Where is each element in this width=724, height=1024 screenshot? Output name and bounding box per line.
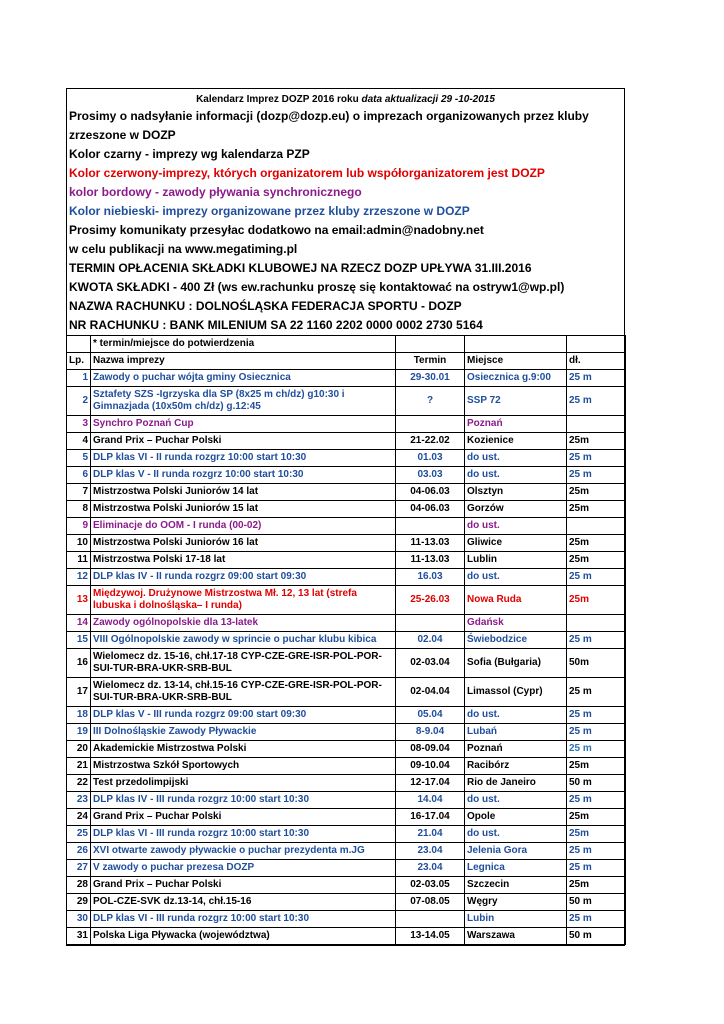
event-date: 07-08.05 (396, 894, 465, 911)
event-date: 11-13.03 (396, 552, 465, 569)
event-name: DLP klas IV - III runda rozgrz 10:00 start 10:30 (91, 792, 396, 809)
event-place: Limassol (Cypr) (465, 678, 567, 707)
row-number: 28 (67, 877, 91, 894)
row-number: 17 (67, 678, 91, 707)
event-place: do ust. (465, 518, 567, 535)
table-row (67, 387, 626, 416)
event-date: 02-04.04 (396, 678, 465, 707)
event-date: 21-22.02 (396, 433, 465, 450)
note-cell: * termin/miejsce do potwierdzenia (91, 336, 396, 353)
event-name: Synchro Poznań Cup (91, 416, 396, 433)
event-date (396, 911, 465, 928)
pool-length: 50 m (567, 894, 626, 911)
event-name: Grand Prix – Puchar Polski (91, 433, 396, 450)
event-date: 05.04 (396, 707, 465, 724)
event-name: Mistrzostwa Polski Juniorów 14 lat (91, 484, 396, 501)
event-name: DLP klas V - II runda rozgrz 10:00 start 10:30 (91, 467, 396, 484)
row-number: 15 (67, 632, 91, 649)
event-place: Nowa Ruda (465, 586, 567, 615)
event-date: 23.04 (396, 843, 465, 860)
table-row (67, 928, 626, 945)
event-name: Zawody o puchar wójta gminy Osiecznica (91, 370, 396, 387)
row-number: 12 (67, 569, 91, 586)
info-line: Prosimy komunikaty przesyłac dodatkowo na email:admin@nadobny.net (69, 223, 484, 237)
event-date: 13-14.05 (396, 928, 465, 945)
table-row (67, 809, 626, 826)
pool-length: 25m (567, 758, 626, 775)
pool-length: 25m (567, 586, 626, 615)
event-date: 02.04 (396, 632, 465, 649)
info-line: Prosimy o nadsyłanie informacji (dozp@dozp.eu) o imprezach organizowanych przez kluby (69, 109, 589, 123)
event-date: 02-03.05 (396, 877, 465, 894)
event-name: Wielomecz dz. 15-16, chł.17-18 CYP-CZE-GRE-ISR-POL-POR-SUI-TUR-BRA-UKR-SRB-BUL (91, 649, 396, 678)
pool-length: 25 m (567, 792, 626, 809)
event-place: Poznań (465, 741, 567, 758)
row-number: 29 (67, 894, 91, 911)
note-row (67, 336, 626, 353)
table-row (67, 467, 626, 484)
event-place: do ust. (465, 467, 567, 484)
pool-length: 25 m (567, 843, 626, 860)
table-row (67, 484, 626, 501)
table-row (67, 678, 626, 707)
pool-length: 25 m (567, 707, 626, 724)
row-number: 14 (67, 615, 91, 632)
event-name: Wielomecz dz. 13-14, chł.15-16 CYP-CZE-GRE-ISR-POL-POR-SUI-TUR-BRA-UKR-SRB-BUL (91, 678, 396, 707)
row-number: 26 (67, 843, 91, 860)
table-row (67, 707, 626, 724)
table-row (67, 615, 626, 632)
event-name: Eliminacje do OOM - I runda (00-02) (91, 518, 396, 535)
table-row (67, 586, 626, 615)
pool-length: 25m (567, 433, 626, 450)
event-place: Poznań (465, 416, 567, 433)
event-place: do ust. (465, 792, 567, 809)
col-date: Termin (396, 353, 465, 370)
event-name: III Dolnośląskie Zawody Pływackie (91, 724, 396, 741)
row-number: 10 (67, 535, 91, 552)
event-place: SSP 72 (465, 387, 567, 416)
event-date: 16-17.04 (396, 809, 465, 826)
info-line: Kolor czerwony-imprezy, których organizatorem lub współorganizatorem jest DOZP (69, 166, 545, 180)
table-row (67, 724, 626, 741)
info-line: Kolor niebieski- imprezy organizowane przez kluby zrzeszone w DOZP (69, 204, 470, 218)
row-number: 4 (67, 433, 91, 450)
event-date (396, 615, 465, 632)
event-date: 04-06.03 (396, 484, 465, 501)
event-name: Test przedolimpijski (91, 775, 396, 792)
row-number: 22 (67, 775, 91, 792)
event-place: Jelenia Gora (465, 843, 567, 860)
row-number: 13 (67, 586, 91, 615)
event-name: VIII Ogólnopolskie zawody w sprincie o puchar klubu kibica (91, 632, 396, 649)
event-place: Lublin (465, 552, 567, 569)
row-number: 24 (67, 809, 91, 826)
table-row (67, 758, 626, 775)
event-place: Świebodzice (465, 632, 567, 649)
event-name: Mistrzostwa Polski Juniorów 16 lat (91, 535, 396, 552)
event-place: Lubań (465, 724, 567, 741)
info-block (67, 107, 624, 335)
event-date: 29-30.01 (396, 370, 465, 387)
calendar-sheet (66, 88, 625, 946)
event-date (396, 518, 465, 535)
title-text: Kalendarz Imprez DOZP 2016 roku (196, 94, 362, 105)
row-number: 16 (67, 649, 91, 678)
event-date: 04-06.03 (396, 501, 465, 518)
pool-length (567, 518, 626, 535)
event-name: Akademickie Mistrzostwa Polski (91, 741, 396, 758)
event-place: Legnica (465, 860, 567, 877)
event-place: Olsztyn (465, 484, 567, 501)
col-length: dł. (567, 353, 626, 370)
event-date: 01.03 (396, 450, 465, 467)
col-name: Nazwa imprezy (91, 353, 396, 370)
event-name: XVI otwarte zawody pływackie o puchar prezydenta m.JG (91, 843, 396, 860)
event-name: Mistrzostwa Polski 17-18 lat (91, 552, 396, 569)
event-date: 09-10.04 (396, 758, 465, 775)
event-place: Lubin (465, 911, 567, 928)
pool-length: 25 m (567, 569, 626, 586)
table-row (67, 911, 626, 928)
pool-length: 25 m (567, 741, 626, 758)
pool-length: 25 m (567, 370, 626, 387)
table-row (67, 775, 626, 792)
table-row (67, 416, 626, 433)
pool-length: 25m (567, 826, 626, 843)
info-line: Kolor czarny - imprezy wg kalendarza PZP (69, 147, 310, 161)
info-line: kolor bordowy - zawody pływania synchronicznego (69, 185, 362, 199)
row-number: 7 (67, 484, 91, 501)
info-line: NR RACHUNKU : BANK MILENIUM SA 22 1160 2202 0000 0002 2730 5164 (69, 318, 483, 332)
event-place: Węgry (465, 894, 567, 911)
event-date: 08-09.04 (396, 741, 465, 758)
event-place: Gdańsk (465, 615, 567, 632)
event-date: 8-9.04 (396, 724, 465, 741)
row-number: 25 (67, 826, 91, 843)
pool-length: 25 m (567, 387, 626, 416)
table-row (67, 649, 626, 678)
table-row (67, 826, 626, 843)
table-row (67, 501, 626, 518)
table-row (67, 535, 626, 552)
row-number: 21 (67, 758, 91, 775)
event-name: DLP klas VI - III runda rozgrz 10:00 start 10:30 (91, 911, 396, 928)
events-table (66, 335, 626, 945)
event-name: Mistrzostwa Polski Juniorów 15 lat (91, 501, 396, 518)
table-row (67, 569, 626, 586)
event-name: Grand Prix – Puchar Polski (91, 877, 396, 894)
event-name: DLP klas VI - III runda rozgrz 10:00 start 10:30 (91, 826, 396, 843)
row-number: 30 (67, 911, 91, 928)
event-name: POL-CZE-SVK dz.13-14, chł.15-16 (91, 894, 396, 911)
event-date: 25-26.03 (396, 586, 465, 615)
pool-length: 25 m (567, 632, 626, 649)
event-place: Kozienice (465, 433, 567, 450)
row-number: 3 (67, 416, 91, 433)
table-row (67, 450, 626, 467)
table-row (67, 632, 626, 649)
table-row (67, 433, 626, 450)
row-number: 2 (67, 387, 91, 416)
event-place: do ust. (465, 569, 567, 586)
pool-length: 25 m (567, 860, 626, 877)
info-line: TERMIN OPŁACENIA SKŁADKI KLUBOWEJ NA RZECZ DOZP UPŁYWA 31.III.2016 (69, 261, 532, 275)
table-row (67, 877, 626, 894)
event-place: do ust. (465, 826, 567, 843)
pool-length: 50 m (567, 928, 626, 945)
event-name: V zawody o puchar prezesa DOZP (91, 860, 396, 877)
pool-length: 50m (567, 649, 626, 678)
row-number: 20 (67, 741, 91, 758)
row-number: 6 (67, 467, 91, 484)
info-line: NAZWA RACHUNKU : DOLNOŚLĄSKA FEDERACJA SPORTU - DOZP (69, 299, 462, 313)
event-place: Osiecznica g.9:00 (465, 370, 567, 387)
event-place: Opole (465, 809, 567, 826)
table-row (67, 552, 626, 569)
table-row (67, 843, 626, 860)
table-row (67, 894, 626, 911)
event-date (396, 416, 465, 433)
event-name: Zawody ogólnopolskie dla 13-latek (91, 615, 396, 632)
row-number: 19 (67, 724, 91, 741)
pool-length: 25m (567, 552, 626, 569)
title-update-date: data aktualizacji 29 -10-2015 (361, 94, 495, 105)
row-number: 5 (67, 450, 91, 467)
info-line: zrzeszone w DOZP (69, 128, 176, 142)
event-name: DLP klas IV - II runda rozgrz 09:00 start 09:30 (91, 569, 396, 586)
header-row (67, 353, 626, 370)
pool-length: 50 m (567, 775, 626, 792)
event-name: DLP klas VI - II runda rozgrz 10:00 start 10:30 (91, 450, 396, 467)
event-place: Szczecin (465, 877, 567, 894)
pool-length: 25 m (567, 467, 626, 484)
pool-length: 25m (567, 877, 626, 894)
event-place: Gliwice (465, 535, 567, 552)
pool-length: 25m (567, 535, 626, 552)
table-row (67, 860, 626, 877)
event-place: Warszawa (465, 928, 567, 945)
event-name: DLP klas V - III runda rozgrz 09:00 start 09:30 (91, 707, 396, 724)
pool-length: 25 m (567, 450, 626, 467)
event-name: Polska Liga Pływacka (województwa) (91, 928, 396, 945)
row-number: 18 (67, 707, 91, 724)
event-date: 11-13.03 (396, 535, 465, 552)
event-place: Sofia (Bułgaria) (465, 649, 567, 678)
table-row (67, 792, 626, 809)
event-date: 16.03 (396, 569, 465, 586)
col-lp: Lp. (67, 353, 91, 370)
pool-length: 25m (567, 809, 626, 826)
event-name: Mistrzostwa Szkół Sportowych (91, 758, 396, 775)
table-row (67, 518, 626, 535)
event-name: Międzywoj. Drużynowe Mistrzostwa Mł. 12, 13 lat (strefa lubuska i dolnośląska– I runda) (91, 586, 396, 615)
event-place: do ust. (465, 707, 567, 724)
pool-length: 25 m (567, 724, 626, 741)
pool-length: 25 m (567, 911, 626, 928)
event-place: Rio de Janeiro (465, 775, 567, 792)
event-place: Racibórz (465, 758, 567, 775)
table-row (67, 370, 626, 387)
pool-length: 25m (567, 484, 626, 501)
event-date: 14.04 (396, 792, 465, 809)
pool-length: 25m (567, 501, 626, 518)
row-number: 31 (67, 928, 91, 945)
event-name: Grand Prix – Puchar Polski (91, 809, 396, 826)
event-date: ? (396, 387, 465, 416)
pool-length (567, 615, 626, 632)
row-number: 8 (67, 501, 91, 518)
row-number: 27 (67, 860, 91, 877)
event-date: 23.04 (396, 860, 465, 877)
event-place: do ust. (465, 450, 567, 467)
info-line: KWOTA SKŁADKI - 400 Zł (ws ew.rachunku proszę się kontaktować na ostryw1@wp.pl) (69, 280, 565, 294)
row-number: 1 (67, 370, 91, 387)
col-place: Miejsce (465, 353, 567, 370)
pool-length: 25 m (567, 678, 626, 707)
info-line: w celu publikacji na www.megatiming.pl (69, 242, 298, 256)
event-date: 02-03.04 (396, 649, 465, 678)
row-number: 11 (67, 552, 91, 569)
row-number: 23 (67, 792, 91, 809)
event-date: 03.03 (396, 467, 465, 484)
row-number: 9 (67, 518, 91, 535)
event-place: Gorzów (465, 501, 567, 518)
table-row (67, 741, 626, 758)
pool-length (567, 416, 626, 433)
event-date: 21.04 (396, 826, 465, 843)
document-title (67, 89, 624, 107)
event-date: 12-17.04 (396, 775, 465, 792)
event-name: Sztafety SZS -Igrzyska dla SP (8x25 m ch/dz) g10:30 i Gimnazjada (10x50m ch/dz) g.12:45 (91, 387, 396, 416)
